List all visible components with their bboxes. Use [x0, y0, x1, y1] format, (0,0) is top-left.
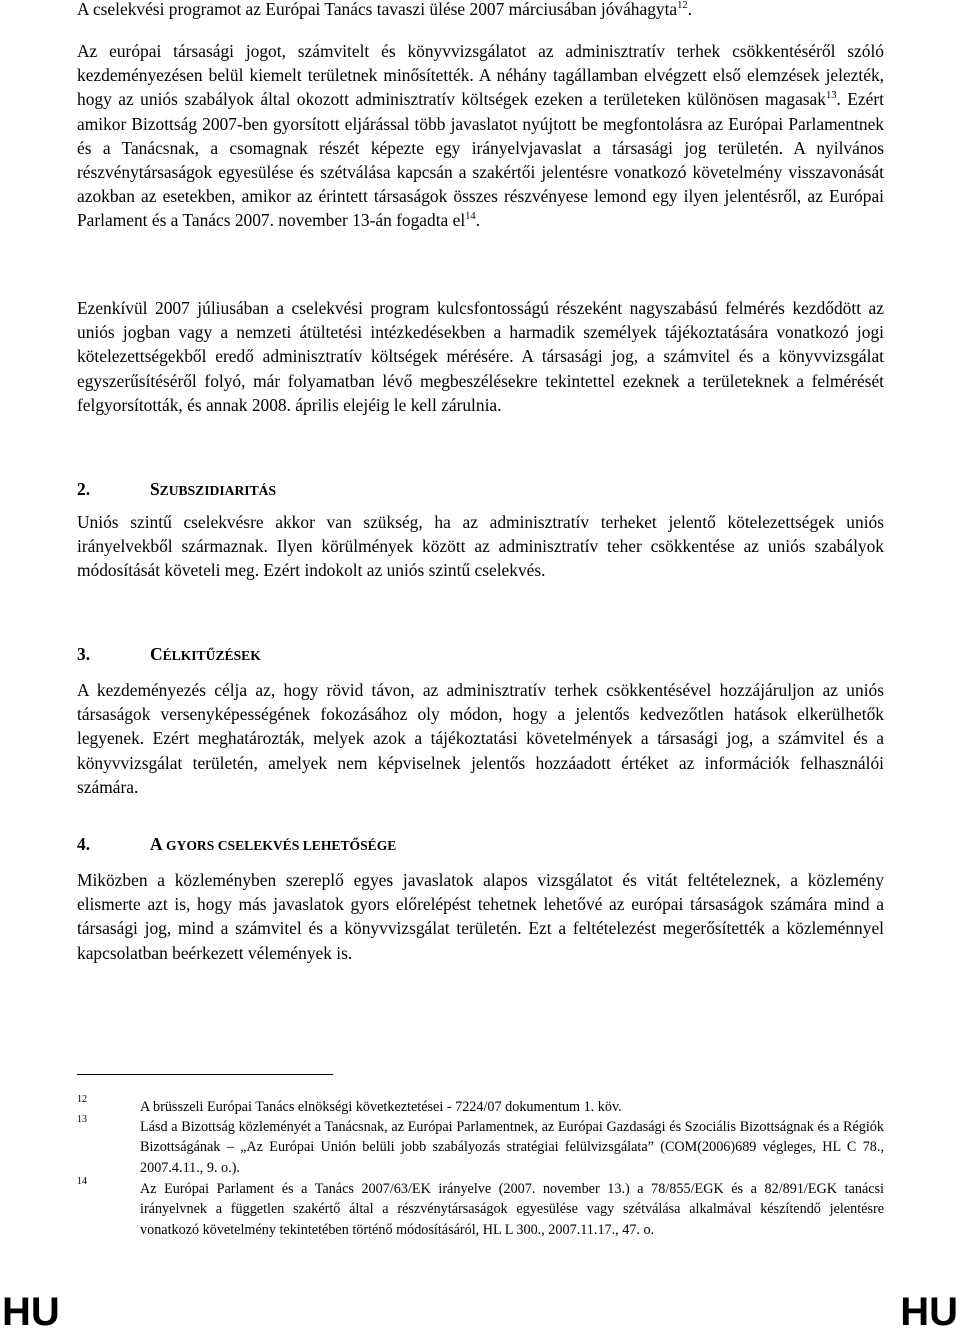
paragraph-text: .	[687, 0, 693, 19]
footnote-text: Lásd a Bizottság közleményét a Tanácsnak, az Európai Parlamentnek, az Európai Gazdasági és Szociális Bizottságnak és a Régiók Bizottságának – „Az Európai Unión belüli jobb szabályozás stratégiai felülvizsgálata” (COM(2006)689 végleges, HL C 78., 2007.4.11., 9. o.).	[140, 1119, 884, 1176]
paragraph-text: . Ezért amikor Bizottság 2007-ben gyorsított eljárással több javaslatot nyújtott be megfontolásra az Európai Parlamentnek és a Tanácsnak, a csomagnak részét képezte egy irányelvjavaslat a társasági jog területén. A nyilvános részvénytársaságok egyesülése és szétválása kapcsán a szakértői jelentésre vonatkozó követelmény visszavonását azokban az esetekben, amikor az érintett társaságok összes részvényese lemond egy ilyen jelentésről, az Európai Parlament és a Tanács 2007. november 13-án fogadta el	[77, 89, 884, 231]
paragraph-company-law	[77, 39, 884, 233]
footnote-mark: 14	[77, 1176, 87, 1187]
section-heading-subsidiarity	[77, 477, 276, 503]
footnote-mark: 13	[77, 1114, 87, 1125]
paragraph-fast-action: Miközben a közleményben szereplő egyes javaslatok alapos vizsgálatot és vitát feltételeznek, a közlemény elismerte azt is, hogy más javaslatok gyors előrelépést tehetnek lehetővé az európai társaságok számára mind a társasági jog, mind a számvitel és a könyvvizsgálat területén. Ezt a feltételezést megerősítették a közleménnyel kapcsolatban beérkezett vélemények is.	[77, 870, 884, 963]
footnote-mark: 12	[77, 1094, 87, 1105]
paragraph-objectives: A kezdeményezés célja az, hogy rövid távon, az adminisztratív terhek csökkentésével hozzájáruljon az uniós társaságok versenyképességének fokozásához oly módon, hogy a jelentős kedvezőtlen hatások elkerülhetők legyenek. Ezért meghatározták, melyek azok a tájékoztatási követelmények a társasági jog, a számvitel és a könyvvizsgálat területén, amelyek nem képviselnek jelentős hozzáadott értéket az információk felhasználói számára.	[77, 680, 884, 797]
section-title-rest: ZUBSZIDIARITÁS	[159, 483, 277, 498]
footnote-text: Az Európai Parlament és a Tanács 2007/63/EK irányelve (2007. november 13.) a 78/855/EGK és a 82/891/EGK tanácsi irányelvnek a független szakértő által a részvénytársaságok egyesülése vagy szétválása alkalmával készítendő jelentésre vonatkozó követelmény tekintetében történő módosításáról, HL L 300., 2007.11.17., 47. o.	[140, 1181, 884, 1238]
footnote-ref-14[interactable]: 14	[465, 211, 476, 223]
section-number: 4.	[77, 834, 91, 854]
section-title-initial: A	[150, 834, 163, 854]
footnote-13	[77, 1114, 884, 1178]
section-heading-objectives	[77, 642, 261, 668]
language-mark-left: HU	[2, 1290, 60, 1334]
paragraph-text: A cselekvési programot az Európai Tanács tavaszi ülése 2007 márciusában jóváhagyta	[77, 0, 678, 19]
footnote-text: A brüsszeli Európai Tanács elnökségi következtetései - 7224/07 dokumentum 1. köv.	[140, 1099, 622, 1115]
paragraph-text: .	[475, 210, 481, 231]
language-mark-right: HU	[900, 1290, 958, 1334]
paragraph-text: Az európai társasági jogot, számvitelt és könyvvizsgálatot az adminisztratív terhek csökkentéséről szóló kezdeményezésen belül kiemelt területnek minősítették. A néhány tagállamban elvégzett első elemzések jelezték, hogy az uniós szabályok által okozott adminisztratív költségek ezeken a területeken különösen magasak	[77, 41, 884, 110]
section-title-initial: C	[150, 644, 163, 664]
paragraph-subsidiarity: Uniós szintű cselekvésre akkor van szükség, ha az adminisztratív terheket jelentő kötelezettségek uniós irányelvekből származnak. Ilyen körülmények között az adminisztratív teher csökkentése az uniós szabályok módosítását követeli meg. Ezért indokolt az uniós szintű cselekvés.	[77, 512, 884, 581]
footnote-separator	[77, 1074, 333, 1075]
footnote-ref-12[interactable]: 12	[677, 0, 688, 11]
section-title-initial: S	[150, 479, 160, 499]
paragraph-survey: Ezenkívül 2007 júliusában a cselekvési program kulcsfontosságú részeként nagyszabású felmérés kezdődött az uniós jogban vagy a nemzeti átültetési intézkedésekben a harmadik személyek tájékoztatására vonatkozó jogi kötelezettségekből eredő adminisztratív költségek mérésére. A társasági jog, a számvitel és a könyvvizsgálat egyszerűsítéséről folyó, már folyamatban lévő megbeszélésekre tekintettel ezeknek a területeknek a felmérését felgyorsították, és annak 2008. április elejéig le kell zárulnia.	[77, 298, 884, 415]
section-number: 3.	[77, 644, 91, 664]
section-title-rest: GYORS CSELEKVÉS LEHETŐSÉGE	[162, 838, 397, 853]
section-heading-fast-action	[77, 832, 396, 858]
section-title-rest: ÉLKITŰZÉSEK	[162, 648, 261, 663]
footnote-ref-13[interactable]: 13	[825, 90, 837, 102]
paragraph-intro	[77, 0, 884, 21]
footnote-14	[77, 1176, 884, 1240]
section-number: 2.	[77, 479, 91, 499]
footnote-12	[77, 1094, 884, 1117]
